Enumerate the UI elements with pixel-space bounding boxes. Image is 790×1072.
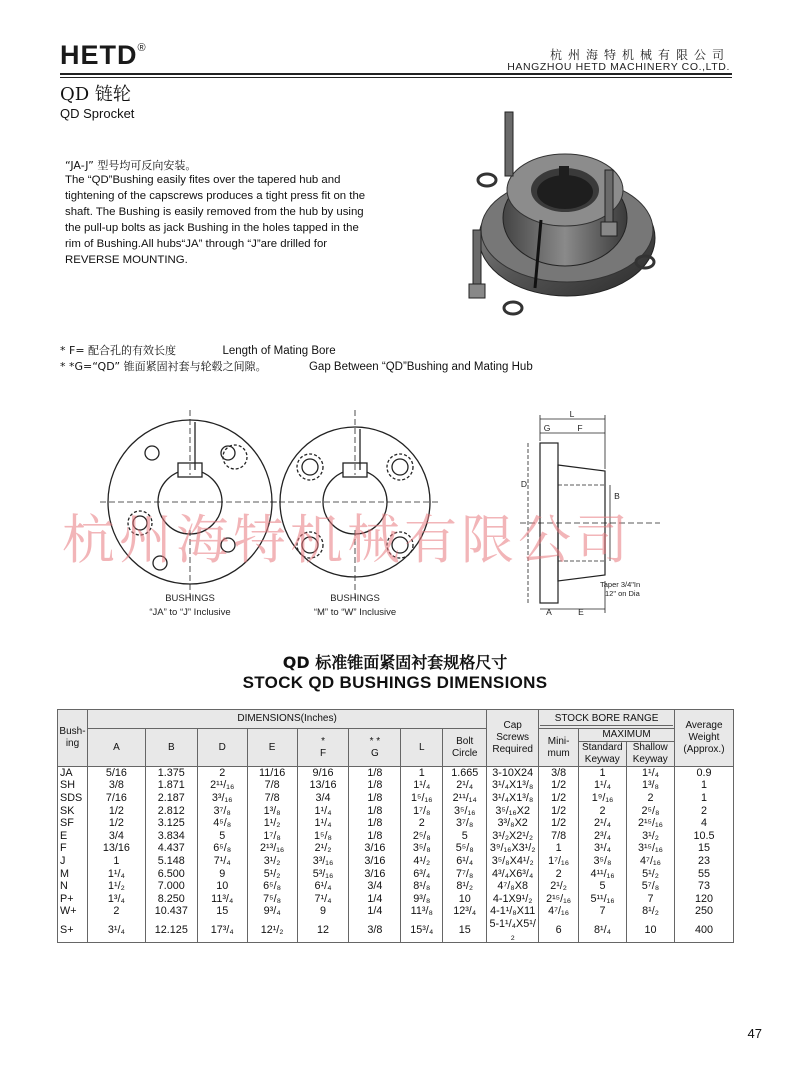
table-cell: 2.812 xyxy=(145,804,197,817)
table-cell: 1¹/₄ xyxy=(297,804,349,817)
table-cell: 1¹/₄ xyxy=(579,779,627,792)
table-cell: 3¹/₂ xyxy=(247,855,297,868)
table-cell: 11³/₈ xyxy=(401,905,443,918)
table-cell: 3⁵/₁₆ xyxy=(443,804,487,817)
bushing-size-cell: SDS xyxy=(58,792,88,805)
table-row xyxy=(58,892,734,905)
table-cell: 23 xyxy=(674,855,733,868)
bushing-size-cell: SH xyxy=(58,779,88,792)
description-en: The “QD”Bushing easily fites over the tapered hub and tightening of the capscrews produces a tight press fit on the shaft. The Bushing is easily removed from the hub by using the pull-up bolts as jack Bushing in the holes tapped in the rim of Bushing.All hubs“JA” through “J”are drilled for REVERSE MOUNTING. xyxy=(65,174,366,266)
table-cell: 1⁷/₈ xyxy=(401,804,443,817)
table-cell: 9³/₄ xyxy=(247,905,297,918)
table-cell: 1.665 xyxy=(443,767,487,780)
table-cell: 13/16 xyxy=(297,779,349,792)
table-cell: 1³/₈ xyxy=(247,804,297,817)
table-cell: 3/8 xyxy=(539,767,579,780)
table-cell: 1/8 xyxy=(349,829,401,842)
table-cell: 9 xyxy=(297,905,349,918)
table-cell: 1/8 xyxy=(349,792,401,805)
table-cell: 1/2 xyxy=(539,804,579,817)
right-caption-1: BUSHINGS xyxy=(330,593,380,604)
table-cell: 3¹/₄ xyxy=(87,918,145,943)
bushing-size-cell: S+ xyxy=(58,918,88,943)
note-f-cn: * F= 配合孔的有效长度 xyxy=(60,344,177,357)
table-cell: 15³/₄ xyxy=(401,918,443,943)
table-cell: 1.375 xyxy=(145,767,197,780)
table-cell: 3³/₁₆ xyxy=(197,792,247,805)
table-cell: 5-1¹/₄X5¹/₂ xyxy=(487,918,539,943)
th-bolt-circle: Bolt Circle xyxy=(443,729,487,767)
bushing-size-cell: F xyxy=(58,842,88,855)
stock-title-cn: QD 标准锥面紧固衬套规格尺寸 xyxy=(282,653,508,672)
th-f-label: F xyxy=(319,747,327,759)
table-cell: 2³/₄ xyxy=(579,829,627,842)
table-cell: 1/2 xyxy=(539,817,579,830)
brand-logo xyxy=(60,40,147,71)
table-cell: 3⁵/₈X4¹/₂ xyxy=(487,855,539,868)
table-cell: 10.437 xyxy=(145,905,197,918)
table-cell: 1.871 xyxy=(145,779,197,792)
note-g xyxy=(60,358,533,374)
table-cell: 1¹/₄ xyxy=(87,867,145,880)
table-cell: 7/16 xyxy=(87,792,145,805)
table-cell: 2 xyxy=(579,804,627,817)
table-cell: 12¹/₂ xyxy=(247,918,297,943)
table-cell: 9/16 xyxy=(297,767,349,780)
table-row xyxy=(58,779,734,792)
table-cell: 2¹/₄ xyxy=(443,779,487,792)
table-cell: 1³/₄ xyxy=(87,892,145,905)
table-cell: 1 xyxy=(674,792,733,805)
header-rule-thin xyxy=(60,77,732,78)
table-cell: 4.437 xyxy=(145,842,197,855)
table-cell: 2.187 xyxy=(145,792,197,805)
table-cell: 15 xyxy=(443,918,487,943)
table-cell: 12 xyxy=(297,918,349,943)
table-cell: 4³/₄X6³/₄ xyxy=(487,867,539,880)
table-cell: 1⁵/₈ xyxy=(297,829,349,842)
table-cell: 7.000 xyxy=(145,880,197,893)
table-cell: 3³/₁₆ xyxy=(297,855,349,868)
table-cell: 3/8 xyxy=(87,779,145,792)
table-cell: 11³/₄ xyxy=(197,892,247,905)
table-cell: 9 xyxy=(197,867,247,880)
dimensions-table xyxy=(57,709,734,943)
table-cell: 8¹/₂ xyxy=(443,880,487,893)
th-stock-bore xyxy=(539,710,675,729)
table-row xyxy=(58,880,734,893)
table-cell: 12³/₄ xyxy=(443,905,487,918)
th-g-mark: * * xyxy=(369,735,381,747)
table-cell: 3/4 xyxy=(297,792,349,805)
th-standard-keyway: Standard Keyway xyxy=(579,742,626,766)
table-cell: 10 xyxy=(443,892,487,905)
note-f xyxy=(60,342,336,358)
table-cell: 1/2 xyxy=(539,779,579,792)
table-cell: 8¹/₈ xyxy=(401,880,443,893)
table-cell: 3/4 xyxy=(349,880,401,893)
table-cell: 3⁵/₈ xyxy=(401,842,443,855)
table-cell: 10.5 xyxy=(674,829,733,842)
table-cell: 2 xyxy=(197,767,247,780)
table-cell: 2¹⁵/₁₆ xyxy=(539,892,579,905)
table-cell: 6³/₄ xyxy=(401,867,443,880)
table-cell: 7⁷/₈ xyxy=(443,867,487,880)
table-cell: 0.9 xyxy=(674,767,733,780)
table-cell: 4¹/₂ xyxy=(401,855,443,868)
table-cell: 11/16 xyxy=(247,767,297,780)
bushing-size-cell: W+ xyxy=(58,905,88,918)
th-avg-weight: Average Weight (Approx.) xyxy=(674,710,733,767)
table-cell: 2¹¹/₁₆ xyxy=(197,779,247,792)
table-cell: 1/4 xyxy=(349,905,401,918)
bushing-size-cell: JA xyxy=(58,767,88,780)
table-cell: 1/8 xyxy=(349,767,401,780)
table-cell: 1³/₈ xyxy=(627,779,675,792)
dim-label-b: B xyxy=(614,491,620,501)
table-cell: 3/8 xyxy=(349,918,401,943)
table-cell: 1/8 xyxy=(349,779,401,792)
table-cell: 6¹/₄ xyxy=(443,855,487,868)
th-maximum-label: MAXIMUM xyxy=(579,729,674,742)
table-cell: 2 xyxy=(401,817,443,830)
table-cell: 3³/₈X2 xyxy=(487,817,539,830)
table-cell: 3.834 xyxy=(145,829,197,842)
page-number: 47 xyxy=(747,1026,762,1041)
bushing-size-cell: P+ xyxy=(58,892,88,905)
table-cell: 6⁵/₈ xyxy=(197,842,247,855)
table-cell: 8.250 xyxy=(145,892,197,905)
table-row xyxy=(58,829,734,842)
company-name-cn: 杭州海特机械有限公司 xyxy=(549,48,730,62)
table-cell: 5 xyxy=(197,829,247,842)
table-cell: 2 xyxy=(539,867,579,880)
table-cell: 1 xyxy=(401,767,443,780)
table-cell: 5⁷/₈ xyxy=(627,880,675,893)
table-cell: 9³/₈ xyxy=(401,892,443,905)
th-dimensions: DIMENSIONS(Inches) xyxy=(87,710,486,729)
table-cell: 1⁷/₁₆ xyxy=(539,855,579,868)
table-cell: 3¹/₄ xyxy=(579,842,627,855)
bushing-size-cell: SK xyxy=(58,804,88,817)
table-cell: 1/8 xyxy=(349,817,401,830)
table-cell: 7⁵/₈ xyxy=(247,892,297,905)
table-row xyxy=(58,804,734,817)
table-cell: 3/16 xyxy=(349,855,401,868)
table-cell: 3⁵/₈ xyxy=(579,855,627,868)
table-cell: 2 xyxy=(627,792,675,805)
table-cell: 3/16 xyxy=(349,867,401,880)
table-cell: 250 xyxy=(674,905,733,918)
table-cell: 4⁷/₁₆ xyxy=(627,855,675,868)
table-cell: 5¹/₂ xyxy=(247,867,297,880)
table-cell: 3/16 xyxy=(349,842,401,855)
table-cell: 5 xyxy=(579,880,627,893)
table-cell: 2¹/₂ xyxy=(539,880,579,893)
table-cell: 3¹⁵/₁₆ xyxy=(627,842,675,855)
bushing-size-cell: SF xyxy=(58,817,88,830)
table-cell: 4-1X9¹/₂ xyxy=(487,892,539,905)
table-cell: 4 xyxy=(674,817,733,830)
table-cell: 1 xyxy=(674,779,733,792)
table-cell: 2⁵/₈ xyxy=(627,804,675,817)
bushing-photo xyxy=(455,110,675,320)
note-g-en: Gap Between “QD”Bushing and Mating Hub xyxy=(308,361,533,373)
table-cell: 2 xyxy=(87,905,145,918)
table-cell: 2⁵/₈ xyxy=(401,829,443,842)
th-d: D xyxy=(197,729,247,767)
table-cell: 1¹/₄ xyxy=(297,817,349,830)
table-cell: 3⁷/₈ xyxy=(197,804,247,817)
table-cell: 1/2 xyxy=(87,804,145,817)
table-cell: 8¹/₂ xyxy=(627,905,675,918)
right-caption-2: “M” to “W” Inclusive xyxy=(313,607,397,618)
table-cell: 15 xyxy=(674,842,733,855)
taper-note-1: Taper 3/4"In xyxy=(600,580,641,589)
bushing-size-cell: J xyxy=(58,855,88,868)
table-cell: 6¹/₄ xyxy=(297,880,349,893)
table-cell: 5/16 xyxy=(87,767,145,780)
table-row xyxy=(58,817,734,830)
page-title-en: QD Sprocket xyxy=(60,106,135,121)
dim-label-l: L xyxy=(569,409,575,419)
table-cell: 2¹/₄ xyxy=(579,817,627,830)
table-cell: 6 xyxy=(539,918,579,943)
table-cell: 5 xyxy=(443,829,487,842)
table-cell: 1⁷/₈ xyxy=(247,829,297,842)
table-cell: 1⁵/₁₆ xyxy=(401,792,443,805)
table-cell: 5⁵/₈ xyxy=(443,842,487,855)
table-cell: 7¹/₄ xyxy=(197,855,247,868)
dim-label-d: D xyxy=(520,479,528,489)
th-b: B xyxy=(145,729,197,767)
table-cell: 1/2 xyxy=(539,792,579,805)
table-cell: 1¹/₂ xyxy=(247,817,297,830)
table-cell: 1 xyxy=(579,767,627,780)
dim-label-f: F xyxy=(577,423,583,433)
table-cell: 7¹/₄ xyxy=(297,892,349,905)
table-cell: 7/8 xyxy=(539,829,579,842)
th-keyway-group xyxy=(579,742,674,766)
table-cell: 4-1¹/₈X11 xyxy=(487,905,539,918)
table-row xyxy=(58,767,734,780)
table-cell: 2¹¹/₁₄ xyxy=(443,792,487,805)
table-cell: 6⁵/₈ xyxy=(247,880,297,893)
table-cell: 1/8 xyxy=(349,804,401,817)
table-cell: 120 xyxy=(674,892,733,905)
table-cell: 4¹¹/₁₆ xyxy=(579,867,627,880)
table-cell: 12.125 xyxy=(145,918,197,943)
stock-title-en: STOCK QD BUSHINGS DIMENSIONS xyxy=(242,673,548,692)
th-cap-screws: Cap Screws Required xyxy=(487,710,539,767)
table-cell: 7 xyxy=(579,905,627,918)
dim-label-e: E xyxy=(578,607,584,617)
table-row xyxy=(58,855,734,868)
table-cell: 1¹/₄ xyxy=(401,779,443,792)
table-cell: 55 xyxy=(674,867,733,880)
table-body xyxy=(58,767,734,943)
table-cell: 7/8 xyxy=(247,779,297,792)
note-f-en: Length of Mating Bore xyxy=(222,345,336,357)
bushing-size-cell: N xyxy=(58,880,88,893)
page-title-cn: QD 链轮 xyxy=(60,84,131,105)
th-l: L xyxy=(401,729,443,767)
table-cell: 10 xyxy=(627,918,675,943)
th-a: A xyxy=(87,729,145,767)
table-cell: 3/4 xyxy=(87,829,145,842)
table-cell: 1¹/₂ xyxy=(87,880,145,893)
table-cell: 4⁷/₈X8 xyxy=(487,880,539,893)
table-cell: 1¹/₄ xyxy=(627,767,675,780)
table-cell: 7 xyxy=(627,892,675,905)
table-cell: 13/16 xyxy=(87,842,145,855)
header-rule xyxy=(60,73,732,75)
table-cell: 5¹/₂ xyxy=(627,867,675,880)
note-g-cn: * *G=“QD” 锥面紧固衬套与轮毂之间隙。 xyxy=(60,360,267,373)
brand-name: HETD xyxy=(60,40,138,70)
description-cn: “JA-J” 型号均可反向安装。 xyxy=(65,159,197,172)
table-row xyxy=(58,792,734,805)
watermark: 杭州海特机械有限公司 xyxy=(62,510,632,571)
table-row xyxy=(58,867,734,880)
th-minimum: Mini-mum xyxy=(539,729,579,767)
table-cell: 5¹¹/₁₆ xyxy=(579,892,627,905)
table-cell: 1/4 xyxy=(349,892,401,905)
table-cell: 7/8 xyxy=(247,792,297,805)
table-cell: 2¹/₂ xyxy=(297,842,349,855)
th-e: E xyxy=(247,729,297,767)
table-cell: 5.148 xyxy=(145,855,197,868)
table-cell: 2 xyxy=(674,804,733,817)
table-cell: 10 xyxy=(197,880,247,893)
table-cell: 1 xyxy=(539,842,579,855)
left-caption-2: “JA” to “J” Inclusive xyxy=(149,607,231,618)
table-cell: 3.125 xyxy=(145,817,197,830)
table-cell: 17³/₄ xyxy=(197,918,247,943)
left-caption-1: BUSHINGS xyxy=(165,593,215,604)
table-cell: 4⁷/₁₆ xyxy=(539,905,579,918)
table-cell: 1 xyxy=(87,855,145,868)
table-cell: 8¹/₄ xyxy=(579,918,627,943)
table-row xyxy=(58,918,734,943)
table-cell: 3⁹/₁₆X3¹/₂ xyxy=(487,842,539,855)
th-f xyxy=(297,729,349,767)
th-bushing: Bush-ing xyxy=(58,710,88,767)
table-cell: 3⁷/₈ xyxy=(443,817,487,830)
bushing-size-cell: M xyxy=(58,867,88,880)
dim-label-g: G xyxy=(543,423,551,433)
th-g xyxy=(349,729,401,767)
table-cell: 3¹/₄X1³/₈ xyxy=(487,779,539,792)
table-cell: 73 xyxy=(674,880,733,893)
table-cell: 3¹/₄X1³/₈ xyxy=(487,792,539,805)
table-cell: 6.500 xyxy=(145,867,197,880)
th-g-label: G xyxy=(371,747,379,759)
th-f-mark: * xyxy=(321,735,325,747)
registered-mark: ® xyxy=(137,42,147,54)
th-shallow-keyway: Shallow Keyway xyxy=(632,742,668,765)
company-name-en: HANGZHOU HETD MACHINERY CO.,LTD. xyxy=(507,61,730,73)
table-cell: 15 xyxy=(197,905,247,918)
dim-label-a: A xyxy=(546,607,552,617)
table-cell: 2¹³/₁₆ xyxy=(247,842,297,855)
table-cell: 2¹⁵/₁₆ xyxy=(627,817,675,830)
table-cell: 400 xyxy=(674,918,733,943)
bushing-size-cell: E xyxy=(58,829,88,842)
table-cell: 3-10X24 xyxy=(487,767,539,780)
th-stock-bore-label: STOCK BORE RANGE xyxy=(540,713,673,726)
th-maximum xyxy=(579,729,675,767)
table-cell: 5³/₁₆ xyxy=(297,867,349,880)
table-row xyxy=(58,842,734,855)
table-cell: 4⁵/₈ xyxy=(197,817,247,830)
table-cell: 3¹/₂ xyxy=(627,829,675,842)
table-cell: 3⁵/₁₆X2 xyxy=(487,804,539,817)
table-cell: 3¹/₂X2¹/₂ xyxy=(487,829,539,842)
table-row xyxy=(58,905,734,918)
taper-note-2: 12" on Dia xyxy=(605,589,640,598)
table-cell: 1/2 xyxy=(87,817,145,830)
table-cell: 1⁹/₁₆ xyxy=(579,792,627,805)
